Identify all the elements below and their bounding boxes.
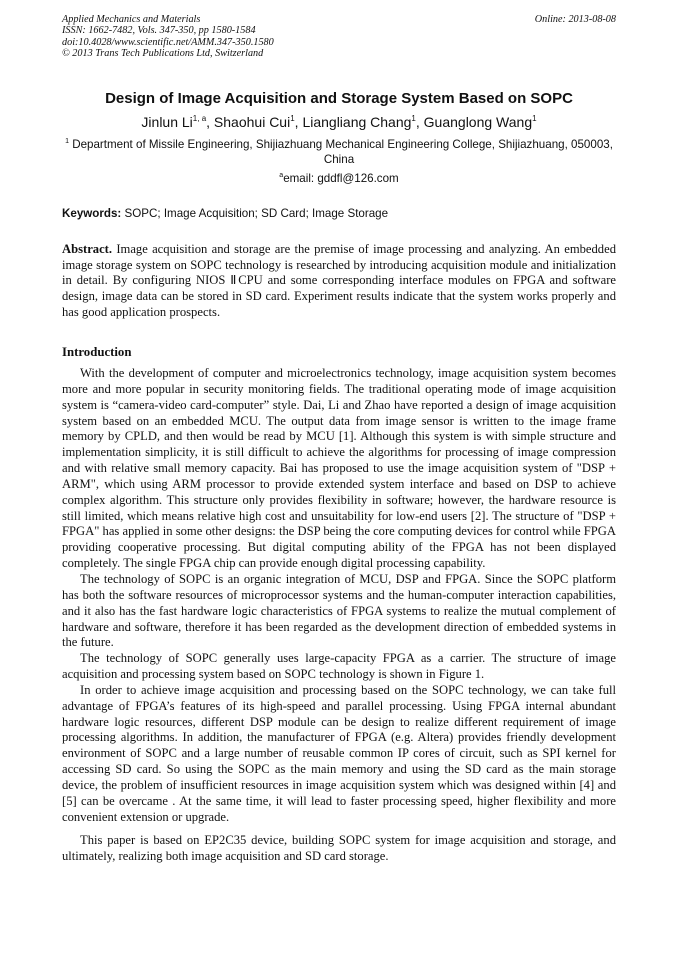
keywords-text: SOPC; Image Acquisition; SD Card; Image Storage — [124, 207, 389, 220]
issn-line: ISSN: 1662-7482, Vols. 347-350, pp 1580-1584 — [62, 25, 256, 37]
email-text: email: gddfl@126.com — [283, 172, 399, 185]
paper-title: Design of Image Acquisition and Storage System Based on SOPC — [105, 90, 573, 107]
author-name: Guanglong Wang — [423, 114, 533, 130]
author-name: Jinlun Li — [141, 114, 193, 130]
introduction-body — [62, 366, 616, 865]
body-paragraph: With the development of computer and microelectronics technology, image acquisition system becomes more and more popular in security monitoring fields. The traditional operating mode of image acquisition system is “camera-video card-computer” style. Dai, Li and Zhao have reported a design of image acquisition system based on an embedded MCU. The output data from image sensor is written to the image frame memory by CPLD, and then would be read by MCU [1]. Although this system is with simple structure and implementation simplicity, it is still difficult to achieve the algorithms for processing of image compression and with relative small memory capacity. Bai has proposed to use the image acquisition system of "DSP + ARM", which using ARM processor to provide extended system interface and based on DSP to achieve complex algorithm. This structure only provides flexibility in software; however, the hardware resource is still limited, which means relative high cost and unsuitability for low-end users [2]. The structure of "DSP + FPGA" has applied in some other designs: the DSP being the core computing devices for control while FPGA providing cooperative processing. But digital computing ability of the FPGA has not been displayed completely. The single FPGA chip can provide enough digital processing capability. — [62, 366, 616, 571]
online-date: Online: 2013-08-08 — [534, 14, 616, 25]
body-paragraph: This paper is based on EP2C35 device, building SOPC system for image acquisition and storage, and ultimately, realizing both image acquisition and SD card storage. — [62, 833, 616, 864]
abstract-text: Image acquisition and storage are the premise of image processing and analyzing. An embedded image storage system on SOPC technology is researched by introducing acquisition module and initialization in detail. By configuring NIOS ⅡCPU and some corresponding interface modules on FPGA and software design, image data can be stored in SD card. Experiment results indicate that the system works properly and has good application prospects. — [62, 242, 616, 319]
body-paragraph: The technology of SOPC is an organic integration of MCU, DSP and FPGA. Since the SOPC platform has both the software resources of microprocessor systems and the human-computer interaction capabilities, and it also has the fast hardware logic characteristics of FPGA systems to realize the mutual complement of hardware and software, therefore it has been regarded as the development direction of embedded systems in the future. — [62, 571, 616, 650]
affiliation — [62, 138, 616, 167]
copyright-line: © 2013 Trans Tech Publications Ltd, Switzerland — [62, 47, 264, 59]
email-mark: a — [279, 172, 284, 179]
body-paragraph: In order to achieve image acquisition and processing based on the SOPC technology, we can take full advantage of FPGA’s features of its high-speed and parallel processing. Using FPGA internal abundant hardware logic resources, different DSP module can be design to realize different requirement of image processing algorithms. In addition, the manufacturer of FPGA (e.g. Altera) provides friendly development environment of SOPC and a large number of reusable common IP cores of circuit, such as SPI kernel for accessing SD card. So using the SOPC as the main memory and using the SD card as the main storage device, the problem of insufficient resources in image acquisition system which was designed within [4] and [5] can be overcame . At the same time, it will lead to faster processing speed, higher flexibility and more convenient extension or upgrade. — [62, 682, 616, 824]
body-paragraph: The technology of SOPC generally uses large-capacity FPGA as a carrier. The structure of image acquisition and processing system based on SOPC technology is shown in Figure 1. — [62, 651, 616, 682]
journal-info — [62, 14, 616, 59]
doi-line: doi:10.4028/www.scientific.net/AMM.347-350.1580 — [62, 36, 274, 48]
author-affiliation-mark: 1 — [411, 114, 416, 123]
author-name: Liangliang Chang — [302, 114, 412, 130]
keywords-label: Keywords: — [62, 207, 122, 220]
abstract-label: Abstract. — [62, 242, 113, 256]
section-heading: Introduction — [62, 345, 132, 359]
keywords — [62, 207, 616, 221]
affiliation-mark: 1 — [65, 138, 69, 145]
abstract — [62, 242, 616, 321]
affiliation-text: Department of Missile Engineering, Shijiazhuang Mechanical Engineering College, Shijiazhuang, 050003, China — [72, 138, 613, 166]
author-affiliation-mark: 1, a — [192, 114, 207, 123]
running-header — [62, 14, 616, 59]
journal-name: Applied Mechanics and Materials — [62, 14, 201, 25]
contact-email — [62, 172, 616, 186]
author-affiliation-mark: 1 — [532, 114, 537, 123]
author-name: Shaohui Cui — [213, 114, 291, 130]
author-list: Jinlun Li$^{1, a}$, Shaohui Cui$^1$, Liangliang Chang$^1$, Guanglong Wang$^1$ — [141, 114, 537, 130]
author-affiliation-mark: 1 — [290, 114, 295, 123]
